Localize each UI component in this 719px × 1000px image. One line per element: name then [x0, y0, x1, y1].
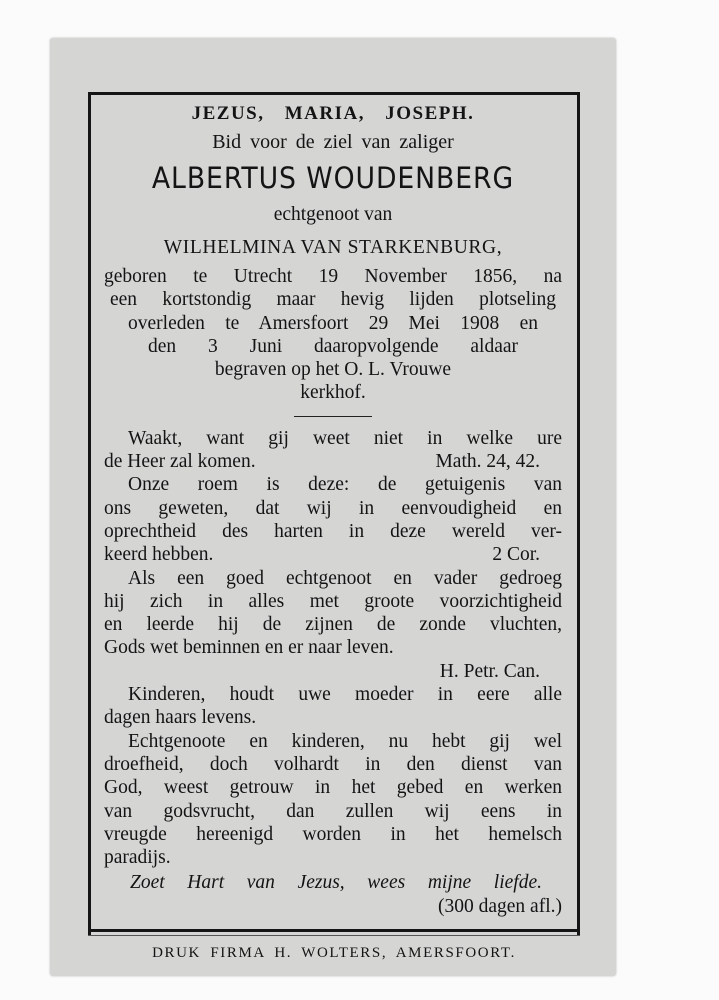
closing-prayer: Zoet Hart van Jezus, wees mijne liefde.: [130, 872, 542, 894]
frame-bottom-rule: [88, 929, 580, 932]
verse-line: Onze roem is deze: de getuigenis van: [128, 474, 562, 496]
spouse-name: WILHELMINA VAN STARKENBURG,: [163, 237, 503, 258]
verse-line: Als een goed echtgenoot en vader gedroeg: [128, 567, 562, 589]
biography-line: geboren te Utrecht 19 November 1856, na: [104, 266, 562, 287]
verse-text: de Heer zal komen.: [104, 451, 256, 473]
biography-line: kerkhof.: [300, 382, 366, 404]
verse-line: hij zich in alles met groote voorzichtigheid: [104, 590, 562, 612]
verse-line: oprechtheid des harten in deze wereld ver-: [104, 520, 562, 542]
verse-line: ons geweten, dat wij in eenvoudigheid en: [104, 497, 562, 519]
verse-line: en leerde hij de zijnen de zonde vluchten,: [104, 614, 562, 636]
invocation-heading: JEZUS, MARIA, JOSEPH.: [191, 103, 475, 124]
deceased-name: ALBERTUS WOUDENBERG: [151, 161, 515, 195]
verse-line: Waakt, want gij weet niet in welke ure: [128, 427, 562, 449]
biography-line: een kortstondig maar hevig lijden plotseling: [110, 289, 556, 311]
verse-line: [104, 450, 562, 473]
verse-line: God, weest getrouw in het gebed en werken: [104, 777, 562, 799]
verse-line: [104, 543, 562, 566]
indulgence-note: (300 dagen afl.): [438, 895, 562, 917]
biography-line: den 3 Juni daaropvolgende aldaar: [148, 335, 518, 357]
section-divider: [294, 416, 372, 417]
frame-bottom-thin-rule: [88, 935, 580, 936]
verses: [104, 427, 562, 918]
relation-line: echtgenoot van: [273, 204, 393, 225]
biography-line: begraven op het O. L. Vrouwe: [214, 359, 452, 381]
verse-line: Kinderen, houdt uwe moeder in eere alle: [128, 684, 562, 706]
verse-line: Gods wet beminnen en er naar leven.: [104, 637, 394, 659]
verse-reference: 2 Cor.: [492, 544, 540, 566]
verse-reference: Math. 24, 42.: [435, 451, 540, 473]
card-content: [104, 100, 562, 918]
prayer-line: Bid voor de ziel van zaliger: [212, 131, 454, 153]
verse-line: dagen haars levens.: [104, 707, 257, 729]
biography-line: overleden te Amersfoort 29 Mei 1908 en: [128, 312, 538, 334]
verse-line: van godsvrucht, dan zullen wij eens in: [104, 800, 562, 822]
verse-line: paradijs.: [104, 847, 171, 869]
verse-text: keerd hebben.: [104, 544, 214, 566]
verse-line: Echtgenoote en kinderen, nu hebt gij wel: [128, 730, 562, 752]
verse-line: vreugde hereenigd worden in het hemelsch: [104, 823, 562, 845]
biography: [104, 265, 562, 405]
printer-credit: DRUK FIRMA H. WOLTERS, AMERSFOORT.: [152, 945, 516, 961]
verse-line: droefheid, doch volhardt in den dienst van: [104, 753, 562, 775]
verse-reference: H. Petr. Can.: [439, 660, 540, 682]
